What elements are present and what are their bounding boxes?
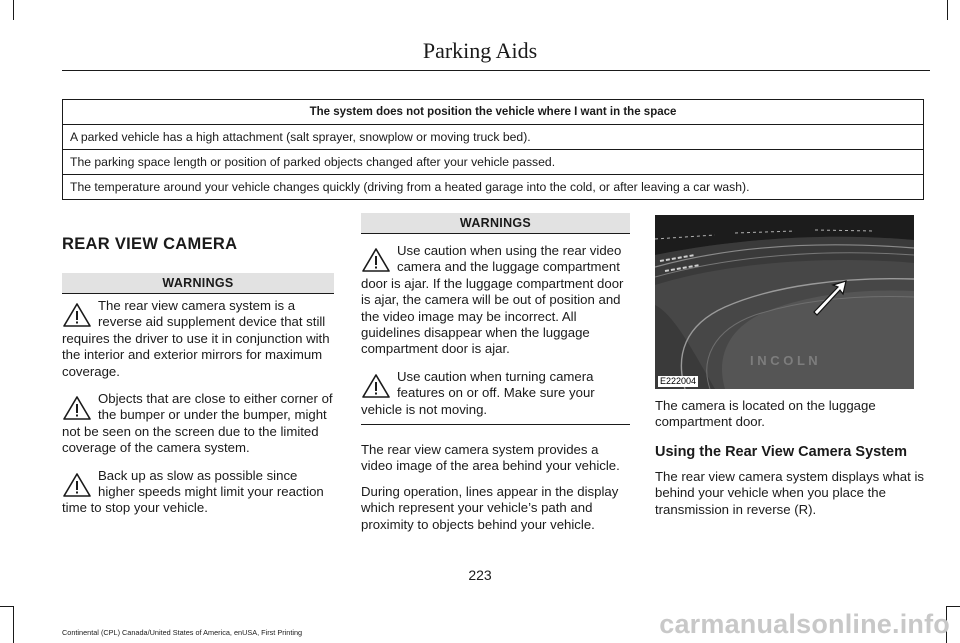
warning-text: The rear view camera system is a reverse aid supplement device that still requires the driver to use it in conjunction with the interior and exterior mirrors for maximum coverage. xyxy=(62,298,330,379)
table-cell: The parking space length or position of parked objects changed after your vehicle passed. xyxy=(63,150,924,175)
warning-triangle-icon xyxy=(361,247,391,273)
warning-item xyxy=(62,391,334,457)
warning-text: Back up as slow as possible since higher speeds might limit your reaction time to stop your vehicle. xyxy=(62,467,324,516)
crop-mark xyxy=(13,606,14,643)
warning-triangle-icon xyxy=(62,302,92,328)
table-cell: A parked vehicle has a high attachment (salt sprayer, snowplow or moving truck bed). xyxy=(63,125,924,150)
warnings-heading: WARNINGS xyxy=(62,273,334,293)
watermark: carmanualsonline.info xyxy=(659,609,950,639)
warning-triangle-icon xyxy=(62,395,92,421)
body-paragraph: The rear view camera system provides a video image of the area behind your vehicle. xyxy=(361,442,620,474)
table-header-cell: The system does not position the vehicle where I want in the space xyxy=(63,100,924,125)
column-right xyxy=(655,213,927,518)
warning-text: Objects that are close to either corner of the bumper or under the bumper, might not be seen on the screen due to the limited coverage of the camera system. xyxy=(62,391,333,456)
crop-mark xyxy=(13,0,14,20)
warnings-end-rule xyxy=(361,424,630,425)
figure-caption: The camera is located on the luggage compartment door. xyxy=(655,398,876,430)
camera-location-photo xyxy=(655,215,914,389)
header-rule xyxy=(62,70,930,71)
warnings-rule xyxy=(62,293,334,294)
svg-text:I N C O L N: I N C O L N xyxy=(750,353,818,368)
warning-item xyxy=(361,369,630,418)
column-middle xyxy=(361,213,630,533)
subsection-heading: Using the Rear View Camera System xyxy=(655,443,907,460)
figure-id: E222004 xyxy=(660,376,697,386)
warning-item xyxy=(62,468,334,517)
crop-mark xyxy=(947,0,948,20)
warning-text: Use caution when using the rear video camera and the luggage compartment door is ajar. If the luggage compartment door is ajar, the camera will be out of position and the video image may be incorrect. All guidelines disappear when the luggage compartment door is ajar. xyxy=(361,243,624,357)
footer-text: Continental (CPL) Canada/United States of America, enUSA, First Printing xyxy=(62,628,303,637)
table-header-row xyxy=(63,100,924,125)
warning-triangle-icon xyxy=(361,373,391,399)
body-paragraph: The rear view camera system displays what is behind your vehicle when you place the transmission in reverse (R). xyxy=(655,468,924,517)
table-cell: The temperature around your vehicle changes quickly (driving from a heated garage into the cold, or after leaving a car wash). xyxy=(63,175,924,200)
warning-text: Use caution when turning camera features on or off. Make sure your vehicle is not moving. xyxy=(361,368,595,417)
crop-mark xyxy=(0,606,14,607)
body-paragraph: During operation, lines appear in the display which represent your vehicle’s path and proximity to objects behind your vehicle. xyxy=(361,483,619,532)
warning-triangle-icon xyxy=(62,472,92,498)
warning-item xyxy=(361,243,630,358)
crop-mark xyxy=(946,606,960,607)
column-left xyxy=(62,213,334,517)
table-row xyxy=(63,175,924,200)
section-heading: REAR VIEW CAMERA xyxy=(62,235,238,253)
table-row xyxy=(63,125,924,150)
warnings-rule xyxy=(361,233,630,234)
troubleshooting-table xyxy=(62,99,924,200)
table-row xyxy=(63,150,924,175)
page-title: Parking Aids xyxy=(422,38,538,63)
page-number: 223 xyxy=(468,567,492,583)
warnings-heading: WARNINGS xyxy=(361,213,630,233)
warning-item xyxy=(62,298,334,380)
